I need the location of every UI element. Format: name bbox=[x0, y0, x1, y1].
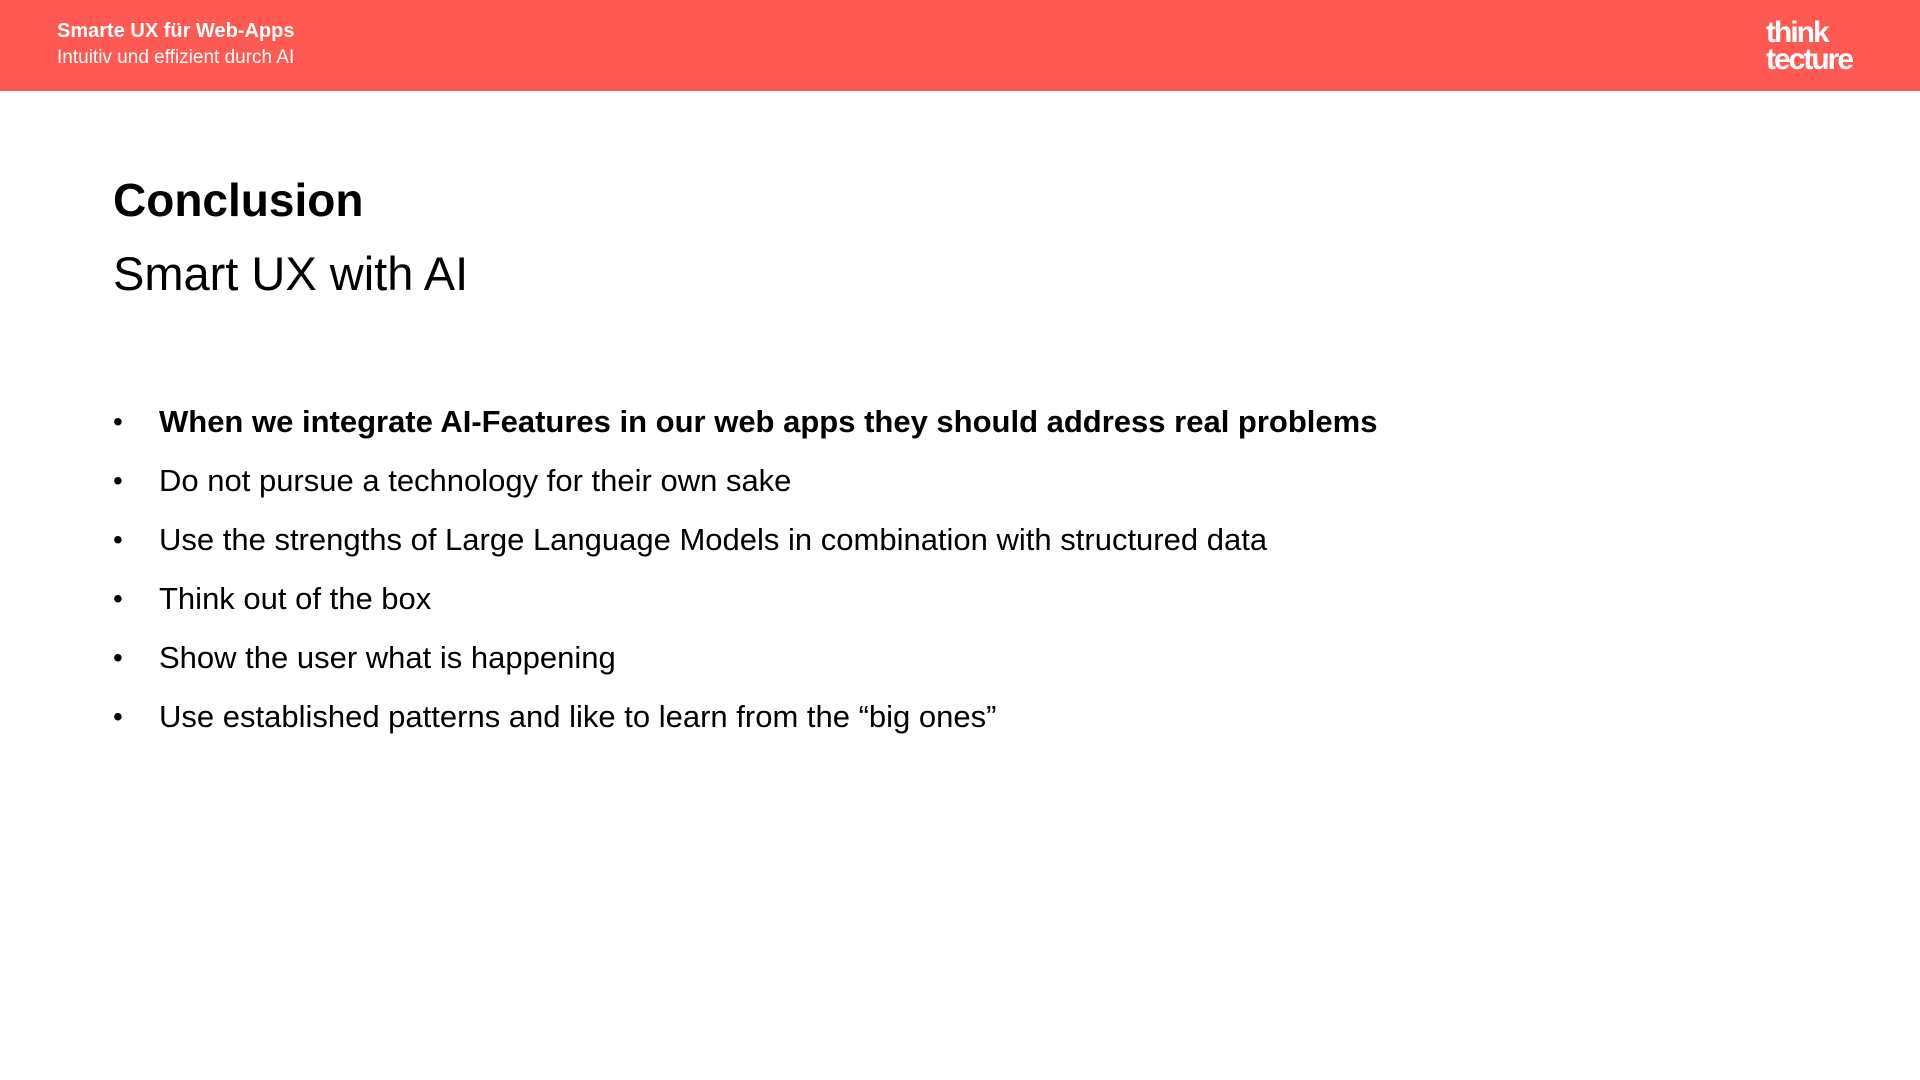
bullet-icon: • bbox=[113, 583, 123, 614]
presentation-subtitle: Intuitiv und effizient durch AI bbox=[57, 47, 295, 68]
bullet-icon: • bbox=[113, 406, 123, 437]
bullet-text: Show the user what is happening bbox=[159, 640, 616, 675]
bullet-list bbox=[113, 400, 1377, 754]
bullet-item bbox=[113, 518, 1377, 577]
bullet-text: Think out of the box bbox=[159, 581, 432, 616]
logo-line-2: tecture bbox=[1766, 43, 1853, 76]
slide-title: Conclusion bbox=[113, 174, 364, 226]
bullet-item bbox=[113, 636, 1377, 695]
header-bar bbox=[0, 0, 1920, 91]
bullet-icon: • bbox=[113, 524, 123, 555]
bullet-item bbox=[113, 577, 1377, 636]
bullet-item bbox=[113, 459, 1377, 518]
slide-subtitle: Smart UX with AI bbox=[113, 247, 469, 300]
bullet-text: Use the strengths of Large Language Models in combination with structured data bbox=[159, 522, 1268, 557]
bullet-icon: • bbox=[113, 465, 123, 496]
thinktecture-logo bbox=[1766, 16, 1853, 76]
bullet-item bbox=[113, 695, 1377, 754]
bullet-icon: • bbox=[113, 701, 123, 732]
bullet-text: When we integrate AI-Features in our web apps they should address real problems bbox=[159, 404, 1378, 439]
bullet-item bbox=[113, 400, 1377, 459]
logo-line-1: think bbox=[1766, 16, 1828, 49]
bullet-text: Do not pursue a technology for their own sake bbox=[159, 463, 792, 498]
bullet-icon: • bbox=[113, 642, 123, 673]
bullet-text: Use established patterns and like to learn from the “big ones” bbox=[159, 699, 997, 734]
presentation-title: Smarte UX für Web-Apps bbox=[57, 20, 295, 42]
